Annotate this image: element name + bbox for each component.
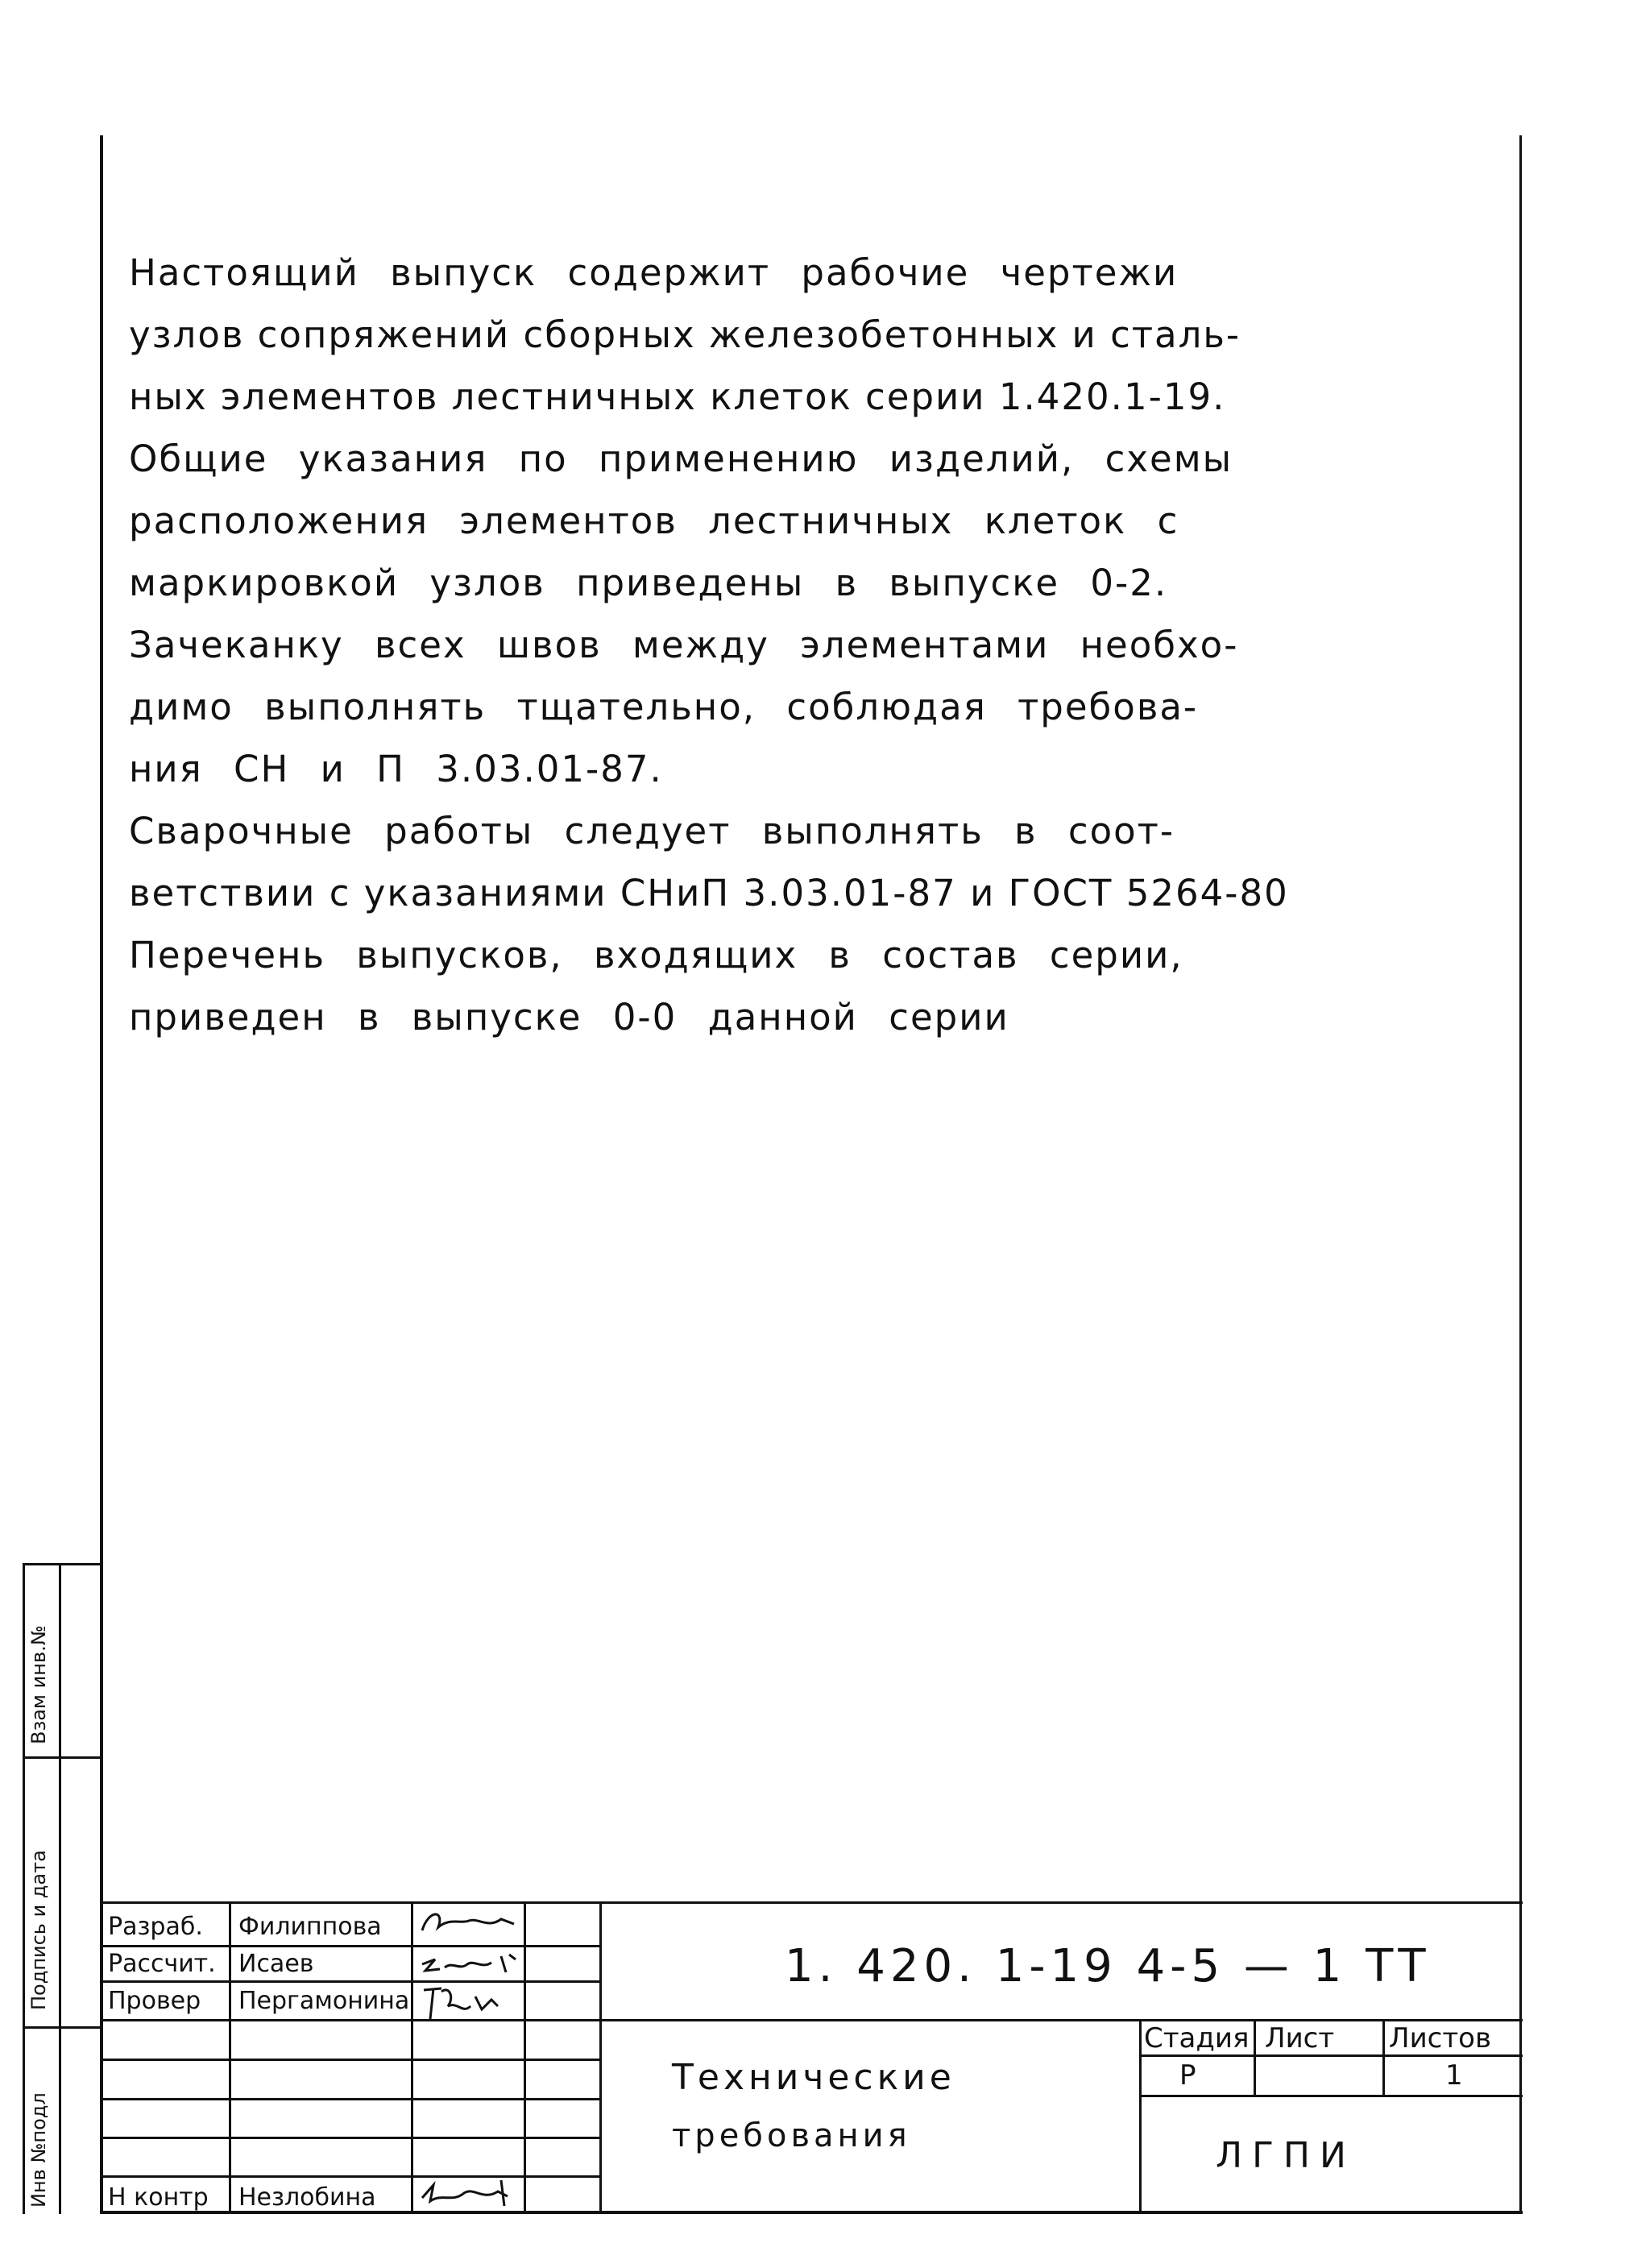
document-title-line-1: Технические <box>672 2057 955 2098</box>
role-rasschit: Рассчит. <box>108 1950 216 1978</box>
tb-col-line-2 <box>411 1901 413 2214</box>
name-rasschit: Исаев <box>238 1950 314 1978</box>
signature-n-kontr <box>417 2174 522 2212</box>
tb-col-line-3 <box>524 1901 526 2214</box>
text-line-3: ных элементов лестничных клеток серии 1.420.1-19. <box>129 375 1226 418</box>
tb-top-line <box>100 1901 1523 1904</box>
side-stamp-divider-1 <box>23 1756 103 1759</box>
text-line-12: Перечень выпусков, входящих в состав серии, <box>129 934 1183 976</box>
role-razrab: Разраб. <box>108 1913 203 1941</box>
name-prover: Пергамонина <box>238 1987 410 2015</box>
tb-row-line-3 <box>100 2019 1523 2021</box>
sheet-header: Лист <box>1265 2022 1335 2054</box>
side-stamp-top-line <box>23 1563 103 1565</box>
tb-col-line-6 <box>1254 2019 1256 2095</box>
text-line-10: Сварочные работы следует выполнять в соот- <box>129 810 1175 852</box>
text-line-13: приведен в выпуске 0-0 данной серии <box>129 996 1009 1039</box>
text-line-9: ния СН и П 3.03.01-87. <box>129 748 663 790</box>
side-label-vzam-inv: Взам инв.№ <box>27 1625 50 1744</box>
sheets-value: 1 <box>1445 2059 1463 2092</box>
name-n-kontr: Незлобина <box>238 2183 376 2212</box>
sheets-header: Листов <box>1389 2022 1492 2054</box>
tb-stage-header-line <box>1139 2054 1523 2057</box>
tb-stage-value-line <box>1139 2095 1523 2097</box>
text-line-6: маркировкой узлов приведены в выпуске 0-2. <box>129 562 1168 604</box>
tb-col-line-1 <box>229 1901 231 2214</box>
role-prover: Провер <box>108 1987 201 2015</box>
text-line-2: узлов сопряжений сборных железобетонных и сталь- <box>129 313 1241 356</box>
name-razrab: Филиппова <box>238 1913 382 1941</box>
role-n-kontr: Н контр <box>108 2183 209 2212</box>
title-block <box>100 1901 1523 2214</box>
tb-col-line-7 <box>1382 2019 1385 2095</box>
text-line-7: Зачеканку всех швов между элементами необхо- <box>129 624 1239 666</box>
side-label-podpis-data: Подпись и дата <box>27 1850 50 2010</box>
technical-requirements-text <box>129 242 1498 1048</box>
side-label-inv-podl: Инв №подл <box>27 2092 50 2208</box>
text-line-11: ветствии с указаниями СНиП 3.03.01-87 и ГОСТ 5264-80 <box>129 872 1289 914</box>
stage-value: Р <box>1179 2059 1196 2092</box>
side-stamp-divider-2 <box>23 2026 103 2029</box>
side-stamp <box>23 1563 103 2214</box>
document-code: 1. 420. 1-19 4-5 — 1 ТТ <box>785 1940 1431 1992</box>
text-line-8: димо выполнять тщательно, соблюдая требова- <box>129 686 1199 728</box>
organization-name: ЛГПИ <box>1216 2135 1356 2176</box>
text-line-1: Настоящий выпуск содержит рабочие чертежи <box>129 251 1179 294</box>
stage-header: Стадия <box>1144 2022 1250 2054</box>
document-title-line-2: требования <box>672 2117 911 2154</box>
signature-razrab <box>417 1906 522 1942</box>
tb-col-line-5 <box>1139 2019 1142 2214</box>
signature-prover <box>417 1982 514 2024</box>
signature-rasschit <box>417 1945 522 1980</box>
side-stamp-left-line <box>23 1563 25 2214</box>
tb-col-line-4 <box>599 1901 602 2214</box>
side-stamp-mid-line <box>59 1563 61 2214</box>
text-line-5: расположения элементов лестничных клеток с <box>129 500 1179 542</box>
text-line-4: Общие указания по применению изделий, схемы <box>129 437 1233 480</box>
